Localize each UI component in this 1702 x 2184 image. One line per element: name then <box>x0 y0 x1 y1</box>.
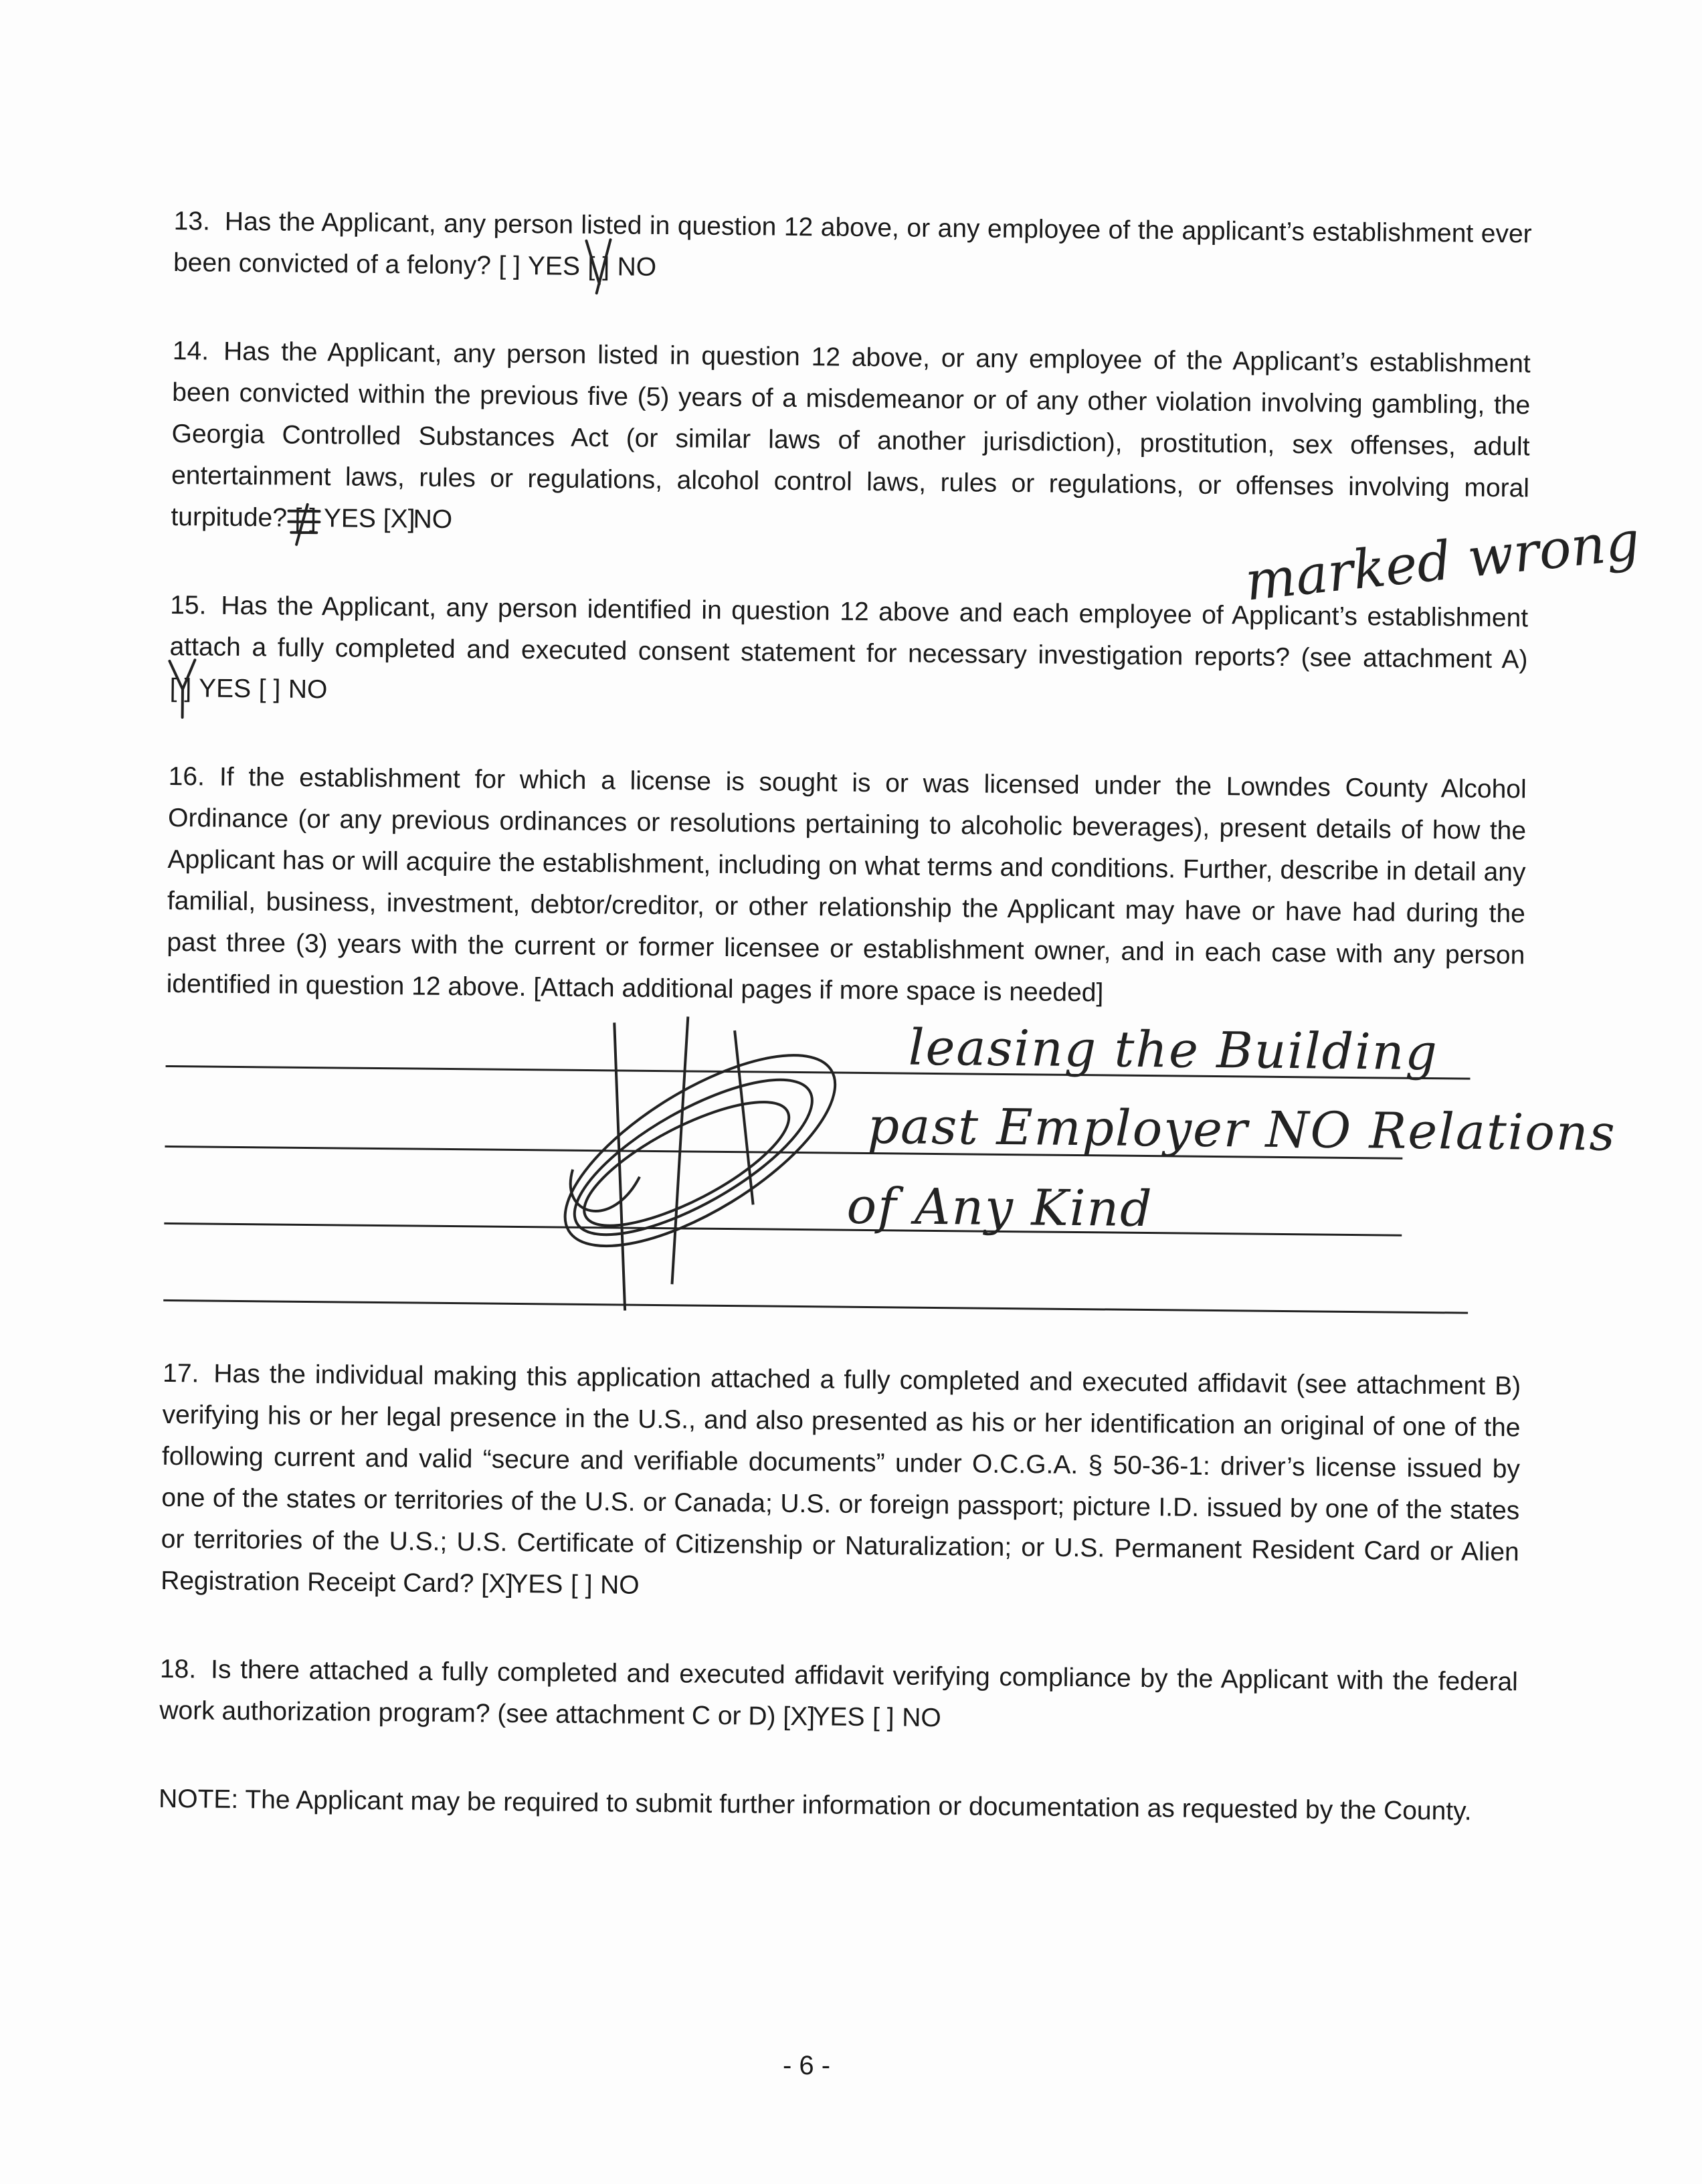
answer-options <box>783 1702 941 1732</box>
question-13 <box>173 201 1532 296</box>
yes-label: YES <box>812 1702 865 1732</box>
no-checkbox[interactable]: [ ] <box>570 1570 593 1600</box>
yes-checkbox[interactable]: [ ] <box>169 668 193 709</box>
yes-checkbox[interactable]: [X] <box>481 1569 514 1599</box>
question-number: 14. <box>172 336 209 366</box>
handwritten-answer-line-3: of Any Kind <box>846 1177 1153 1239</box>
question-text: Has the Applicant, any person listed in question 12 above, or any employee of the Applicant’s establishment been convicted within the previous five (5) years of a misdemeanor or of any other violation involving gambling, the Georgia Controlled Substances Act (or similar laws of another jurisdiction), prostitution, sex offenses, adult entertainment laws, rules or regulations, alcohol control laws, rules or regulations, or offenses involving moral turpitude? <box>171 337 1531 533</box>
yes-label: YES <box>198 674 252 704</box>
yes-label: YES <box>323 504 377 533</box>
question-number: 15. <box>169 590 207 620</box>
handwritten-answer-line-2: past Employer NO Relations <box>867 1097 1616 1162</box>
question-number: 16. <box>168 761 205 792</box>
yes-label: YES <box>510 1569 563 1599</box>
no-checkbox[interactable]: [ ] <box>258 674 281 704</box>
no-label: NO <box>902 1703 941 1733</box>
signature-scribble <box>531 1002 882 1326</box>
question-number: 17. <box>162 1358 199 1388</box>
no-label: NO <box>413 505 453 535</box>
answer-options <box>294 504 453 534</box>
yes-checkbox[interactable]: [X] <box>783 1702 816 1732</box>
page-number: - 6 - <box>783 2051 831 2080</box>
no-label: NO <box>617 252 657 282</box>
question-text: Is there attached a fully completed and executed affidavit verifying compliance by the Applicant with the federal work authorization program? (see attachment C or D) <box>159 1655 1519 1731</box>
no-label: NO <box>288 674 328 705</box>
no-label: NO <box>599 1570 640 1600</box>
answer-options <box>498 252 657 282</box>
question-14 <box>171 331 1531 551</box>
question-number: 13. <box>173 206 211 236</box>
question-17 <box>161 1353 1521 1615</box>
question-text: Has the Applicant, any person identified in question 12 above and each employee of Applicant’s establishment attach a fully completed and executed consent statement for necessary investigation reports? (see attachment A) <box>169 591 1529 674</box>
answer-options <box>169 674 328 704</box>
footnote: NOTE: The Applicant may be required to submit further information or documentation as requested by the County. <box>158 1784 1472 1826</box>
question-text: Has the Applicant, any person listed in question 12 above, or any employee of the applicant’s establishment ever been convicted of a felony? <box>173 207 1532 280</box>
yes-checkbox[interactable]: [ ] <box>294 498 317 539</box>
yes-checkbox[interactable]: [ ] <box>498 251 521 280</box>
handwritten-answer-line-1: leasing the Building <box>908 1018 1439 1082</box>
no-checkbox[interactable]: [ ] <box>872 1703 894 1732</box>
question-text: Has the individual making this application attached a fully completed and executed affidavit (see attachment B) verifying his or her legal presence in the U.S., and also presented as his or her identification an original of one of the following current and valid “secure and verifiable documents” under O.C.G.A. § 50-36-1: driver’s license issued by one of the states or territories of the U.S. or Canada; U.S. or foreign passport; picture I.D. issued by one of the states or territories of the U.S.; U.S. Certificate of Citizenship or Naturalization; or U.S. Permanent Resident Card or Alien Registration Receipt Card? <box>160 1359 1521 1599</box>
answer-options <box>481 1570 640 1600</box>
answer-lines <box>163 1018 1616 1326</box>
no-checkbox[interactable]: [X] <box>383 505 415 534</box>
question-16 <box>166 756 1526 1018</box>
question-text: If the establishment for which a license is sought is or was licensed under the Lowndes County Alcohol Ordinance (or any previous ordinances or resolutions pertaining to alcoholic beverages), present details of how the Applicant has or will acquire the establishment, including on what terms and conditions. Further, describe in detail any familial, business, investment, debtor/creditor, or other relationship the Applicant may have or have had during the past three (3) years with the current or former licensee or establishment owner, and in each case with any person identified in question 12 above. [Attach additional pages if more space is needed] <box>166 762 1527 1008</box>
question-18 <box>159 1649 1518 1744</box>
question-15 <box>169 585 1529 722</box>
handwritten-annotation: marked wrong <box>1242 509 1643 613</box>
question-list <box>158 201 1616 1833</box>
yes-label: YES <box>527 252 581 281</box>
no-checkbox[interactable]: [ ] <box>587 246 610 288</box>
question-number: 18. <box>159 1654 197 1684</box>
